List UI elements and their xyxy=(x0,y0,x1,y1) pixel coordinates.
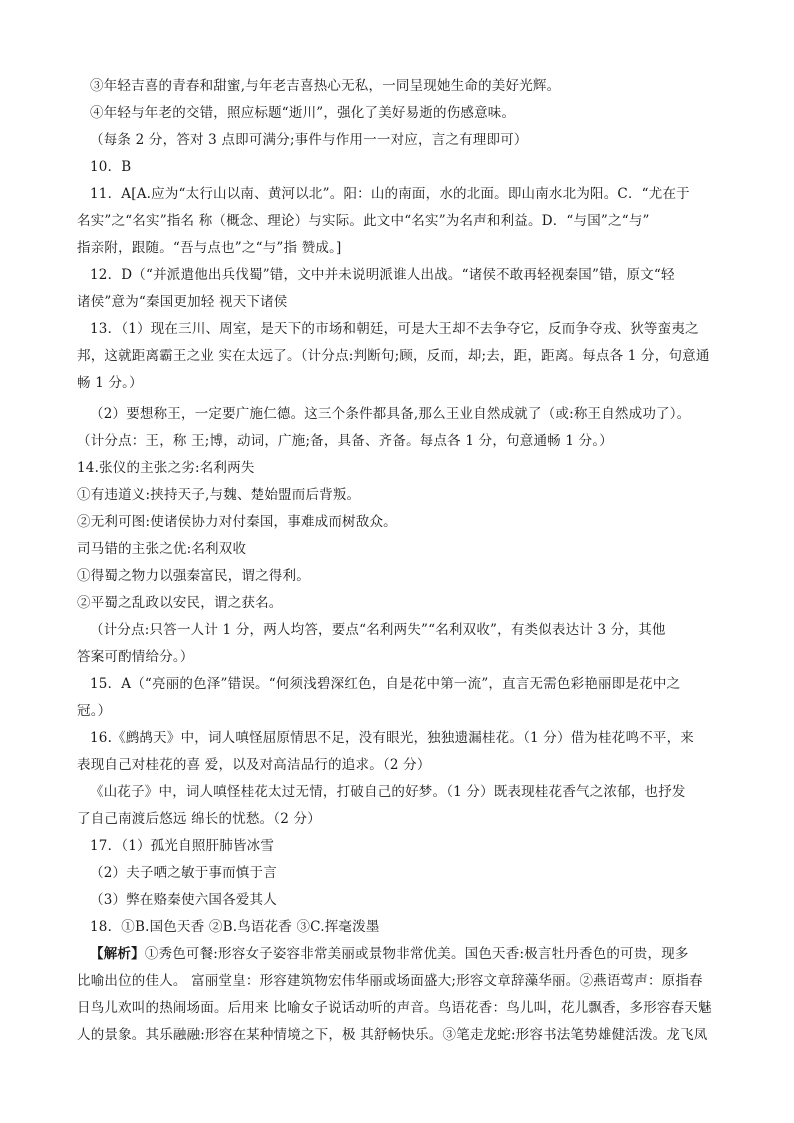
text-line: 答案可酌情给分。） xyxy=(77,649,194,665)
text-line: （2）要想称王，一定要广施仁德。这三个条件都具备,那么王业自然成就了（或:称王自然成功了）。 xyxy=(90,406,691,422)
text-line: 畅 1 分。） xyxy=(77,375,143,391)
text-line: ①得蜀之物力以强秦富民，谓之得利。 xyxy=(77,568,310,584)
text-line: 名实”之“名实”指名 称（概念、理论）与实际。此文中“名实”为名声和利益。D．“与国”之“与” xyxy=(77,213,650,229)
text-line: 11．A[A.应为“太行山以南、黄河以北”。阳：山的南面，水的北面。即山南水北为阳。C．“尤在于 xyxy=(90,186,690,202)
text-line: （2）夫子哂之敏于事而慎于言 xyxy=(90,865,277,881)
text-line: 冠。） xyxy=(77,703,112,719)
text-line: ①有违道义:挟持天子,与魏、楚始盟而后背叛。 xyxy=(77,487,361,503)
text-line: 诸侯”意为“秦国更加轻 视天下诸侯 xyxy=(77,294,288,310)
text-line: （计分点：王，称 王;博，动词，广施;备，具备、齐备。每点各 1 分，句意通畅 1 分。） xyxy=(77,433,613,449)
text-line: 《山花子》中，词人嗔怪桂花太过无情，打破自己的好梦。（1 分）既表现桂花香气之浓郁，也抒发 xyxy=(90,784,686,800)
text-line: （3）弊在赂秦使六国各爱其人 xyxy=(90,892,277,908)
text-line: （计分点:只答一人计 1 分，两人均答，要点“名利两失”“名利双收”，有类似表达计 3 分，其他 xyxy=(90,622,666,638)
text-line: ②平蜀之乱政以安民，谓之获名。 xyxy=(77,595,283,611)
text-line: ③年轻吉喜的青春和甜蜜,与年老吉喜热心无私，一同呈现她生命的美好光辉。 xyxy=(90,78,561,94)
text-line: 16.《鹧鸪天》中，词人嗔怪屈原情思不足，没有眼光，独独遗漏桂花。（1 分）借为桂花鸣不平，来 xyxy=(90,730,694,746)
text-line: 10．B xyxy=(90,159,132,175)
text-line: 17．（1）孤光自照肝肺皆冰雪 xyxy=(90,838,275,854)
text-line: 14.张仪的主张之劣:名利两失 xyxy=(77,460,255,476)
text-line: 人的景象。其乐融融:形容在某种情境之下，极 其舒畅快乐。③笔走龙蛇:形容书法笔势雄健活泼。龙飞凤 xyxy=(77,1027,708,1043)
text-line: 比喻出位的佳人。 富丽堂皇：形容建筑物宏伟华丽或场面盛大;形容文章辞藻华丽。②燕语莺声：原指春 xyxy=(77,973,703,989)
analysis-paragraph xyxy=(90,945,689,963)
text-line: ④年轻与年老的交错，照应标题“逝川”，强化了美好易逝的伤感意味。 xyxy=(90,105,516,121)
text-line: 日鸟儿欢叫的热闹场面。后用来 比喻女子说话动听的声音。鸟语花香：鸟儿叫，花儿飘香，多形容春天魅 xyxy=(77,1000,712,1016)
text-line: 司马错的主张之优:名利双收 xyxy=(77,541,247,557)
text-line: 13．（1）现在三川、周室，是天下的市场和朝廷，可是大王却不去争夺它，反而争夺戎、狄等蛮夷之 xyxy=(90,321,699,337)
text-line: 15．A（“亮丽的色泽”错误。“何须浅碧深红色，自是花中第一流”，直言无需色彩艳丽即是花中之 xyxy=(90,676,681,692)
text-line: 了自己南渡后悠远 绵长的忧愁。（2 分） xyxy=(77,811,321,827)
text-line: 18．①B.国色天香 ②B.鸟语花香 ③C.挥毫泼墨 xyxy=(90,919,380,935)
text-line: ②无利可图:使诸侯协力对付秦国，事难成而树敌众。 xyxy=(77,514,397,530)
text-line: 12．D（“并派遣他出兵伐蜀”错，文中并未说明派谁人出战。“诸侯不敢再轻视秦国”错，原文“轻 xyxy=(90,267,675,283)
text-line: 邦，这就距离霸王之业 实在太远了。（计分点:判断句;顾，反而，却;去，距，距离。每点各 1 分，句意通 xyxy=(77,348,710,364)
text-line: 指亲附，跟随。“吾与点也”之“与”指 赞成。] xyxy=(77,240,342,256)
text-line: 表现自己对桂花的喜 爱，以及对高洁品行的追求。（2 分） xyxy=(77,757,431,773)
text-line: （每条 2 分，答对 3 点即可满分;事件与作用一一对应，言之有理即可） xyxy=(90,132,528,148)
analysis-text: ①秀色可餐:形容女子姿容非常美丽或景物非常优美。国色天香:极言牡丹香色的可贵，现多 xyxy=(144,946,689,962)
analysis-label: 【解析】 xyxy=(90,946,145,962)
